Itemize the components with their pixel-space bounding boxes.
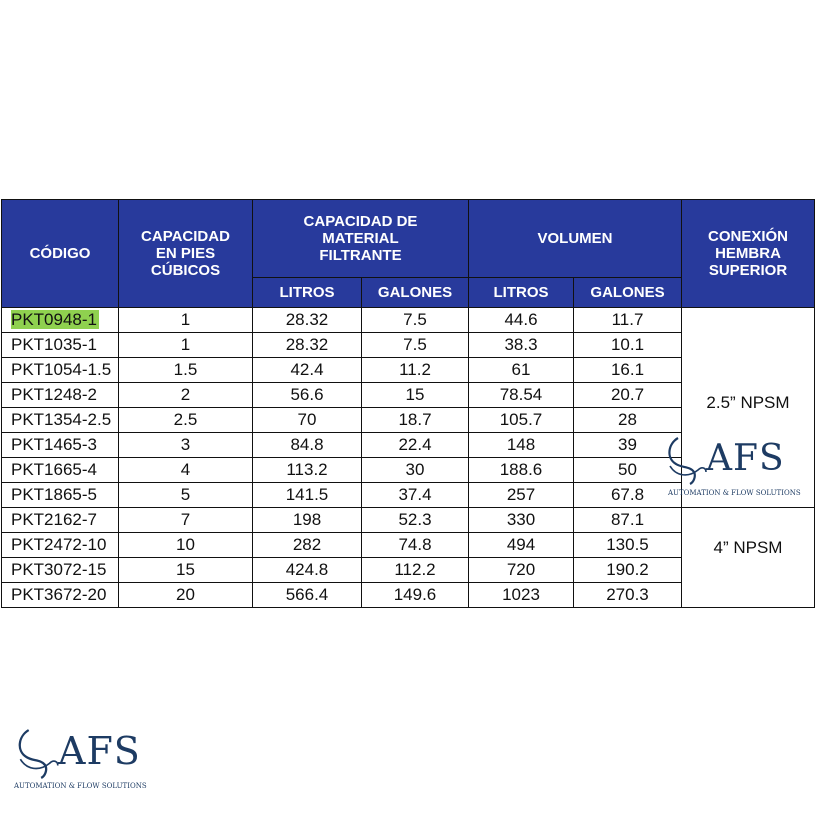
volumen-litros-cell: 494 xyxy=(469,533,574,558)
material-litros-cell: 28.32 xyxy=(253,333,362,358)
volumen-litros-cell: 330 xyxy=(469,508,574,533)
material-galones-cell: 74.8 xyxy=(362,533,469,558)
codigo-text: PKT3672-20 xyxy=(11,585,107,604)
codigo-text: PKT3072-15 xyxy=(11,560,107,579)
material-galones-cell: 112.2 xyxy=(362,558,469,583)
capacidad-cell: 7 xyxy=(119,508,253,533)
material-galones-cell: 30 xyxy=(362,458,469,483)
capacidad-cell: 10 xyxy=(119,533,253,558)
material-galones-cell: 37.4 xyxy=(362,483,469,508)
logo-name: AFS xyxy=(706,438,785,479)
capacidad-cell: 20 xyxy=(119,583,253,608)
volumen-galones-cell: 28 xyxy=(574,408,682,433)
codigo-cell xyxy=(2,508,119,533)
codigo-cell xyxy=(2,408,119,433)
codigo-cell xyxy=(2,458,119,483)
header-volumen-galones: GALONES xyxy=(574,278,682,308)
material-litros-cell: 84.8 xyxy=(253,433,362,458)
header-conexion-text: CONEXIÓN HEMBRA SUPERIOR xyxy=(707,228,788,279)
codigo-cell xyxy=(2,433,119,458)
material-litros-cell: 42.4 xyxy=(253,358,362,383)
codigo-text: PKT0948-1 xyxy=(11,310,97,329)
volumen-litros-cell: 61 xyxy=(469,358,574,383)
header-capacidad-material xyxy=(253,200,469,278)
material-litros-cell: 424.8 xyxy=(253,558,362,583)
capacidad-cell: 3 xyxy=(119,433,253,458)
volumen-galones-cell: 67.8 xyxy=(574,483,682,508)
conexion-cell: 2.5” NPSM xyxy=(682,308,815,508)
header-volumen: VOLUMEN xyxy=(469,200,682,278)
material-litros-cell: 113.2 xyxy=(253,458,362,483)
codigo-text: PKT1054-1.5 xyxy=(11,360,112,379)
material-galones-cell: 149.6 xyxy=(362,583,469,608)
volumen-litros-cell: 188.6 xyxy=(469,458,574,483)
afs-logo-bottom xyxy=(14,728,154,794)
codigo-text: PKT1665-4 xyxy=(11,460,97,479)
material-litros-cell: 70 xyxy=(253,408,362,433)
volumen-galones-cell: 11.7 xyxy=(574,308,682,333)
volumen-galones-cell: 20.7 xyxy=(574,383,682,408)
wave-icon xyxy=(664,436,708,486)
material-galones-cell: 15 xyxy=(362,383,469,408)
volumen-litros-cell: 257 xyxy=(469,483,574,508)
capacidad-cell: 5 xyxy=(119,483,253,508)
codigo-cell xyxy=(2,333,119,358)
capacidad-cell: 1 xyxy=(119,308,253,333)
material-galones-cell: 7.5 xyxy=(362,308,469,333)
codigo-cell xyxy=(2,308,119,333)
header-capacidad-material-text: CAPACIDAD DE MATERIAL FILTRANTE xyxy=(303,213,418,264)
codigo-text: PKT2472-10 xyxy=(11,535,107,554)
volumen-litros-cell: 105.7 xyxy=(469,408,574,433)
material-galones-cell: 11.2 xyxy=(362,358,469,383)
capacidad-cell: 1.5 xyxy=(119,358,253,383)
codigo-text: PKT1035-1 xyxy=(11,335,97,354)
volumen-galones-cell: 190.2 xyxy=(574,558,682,583)
codigo-cell xyxy=(2,558,119,583)
material-litros-cell: 141.5 xyxy=(253,483,362,508)
material-litros-cell: 198 xyxy=(253,508,362,533)
material-galones-cell: 52.3 xyxy=(362,508,469,533)
volumen-galones-cell: 39 xyxy=(574,433,682,458)
capacidad-cell: 15 xyxy=(119,558,253,583)
volumen-galones-cell: 16.1 xyxy=(574,358,682,383)
table-row xyxy=(2,508,815,533)
spec-table xyxy=(1,199,815,608)
material-litros-cell: 566.4 xyxy=(253,583,362,608)
header-material-galones: GALONES xyxy=(362,278,469,308)
codigo-text: PKT1354-2.5 xyxy=(11,410,112,429)
volumen-litros-cell: 44.6 xyxy=(469,308,574,333)
afs-logo-overlay xyxy=(664,436,804,500)
codigo-text: PKT2162-7 xyxy=(11,510,97,529)
codigo-text: PKT1248-2 xyxy=(11,385,97,404)
conexion-cell: 4” NPSM xyxy=(682,508,815,608)
volumen-galones-cell: 10.1 xyxy=(574,333,682,358)
logo-tagline: AUTOMATION & FLOW SOLUTIONS xyxy=(14,782,147,790)
material-galones-cell: 7.5 xyxy=(362,333,469,358)
material-litros-cell: 28.32 xyxy=(253,308,362,333)
codigo-text: PKT1865-5 xyxy=(11,485,97,504)
codigo-cell xyxy=(2,383,119,408)
header-capacidad-pies-text: CAPACIDAD EN PIES CÚBICOS xyxy=(141,228,230,279)
capacidad-cell: 4 xyxy=(119,458,253,483)
volumen-litros-cell: 720 xyxy=(469,558,574,583)
logo-tagline: AUTOMATION & FLOW SOLUTIONS xyxy=(668,489,801,497)
volumen-galones-cell: 50 xyxy=(574,458,682,483)
table-row xyxy=(2,308,815,333)
codigo-text: PKT1465-3 xyxy=(11,435,97,454)
capacidad-cell: 2 xyxy=(119,383,253,408)
volumen-galones-cell: 270.3 xyxy=(574,583,682,608)
logo-name: AFS xyxy=(58,729,141,773)
capacidad-cell: 1 xyxy=(119,333,253,358)
header-material-litros: LITROS xyxy=(253,278,362,308)
codigo-cell xyxy=(2,533,119,558)
material-galones-cell: 22.4 xyxy=(362,433,469,458)
header-codigo: CÓDIGO xyxy=(2,200,119,308)
volumen-galones-cell: 130.5 xyxy=(574,533,682,558)
codigo-cell xyxy=(2,583,119,608)
volumen-litros-cell: 1023 xyxy=(469,583,574,608)
capacidad-cell: 2.5 xyxy=(119,408,253,433)
wave-icon xyxy=(14,728,60,780)
volumen-litros-cell: 148 xyxy=(469,433,574,458)
material-litros-cell: 56.6 xyxy=(253,383,362,408)
volumen-galones-cell: 87.1 xyxy=(574,508,682,533)
volumen-litros-cell: 38.3 xyxy=(469,333,574,358)
volumen-litros-cell: 78.54 xyxy=(469,383,574,408)
material-galones-cell: 18.7 xyxy=(362,408,469,433)
header-conexion xyxy=(682,200,815,308)
codigo-cell xyxy=(2,483,119,508)
header-capacidad-pies xyxy=(119,200,253,308)
material-litros-cell: 282 xyxy=(253,533,362,558)
codigo-cell xyxy=(2,358,119,383)
header-volumen-litros: LITROS xyxy=(469,278,574,308)
